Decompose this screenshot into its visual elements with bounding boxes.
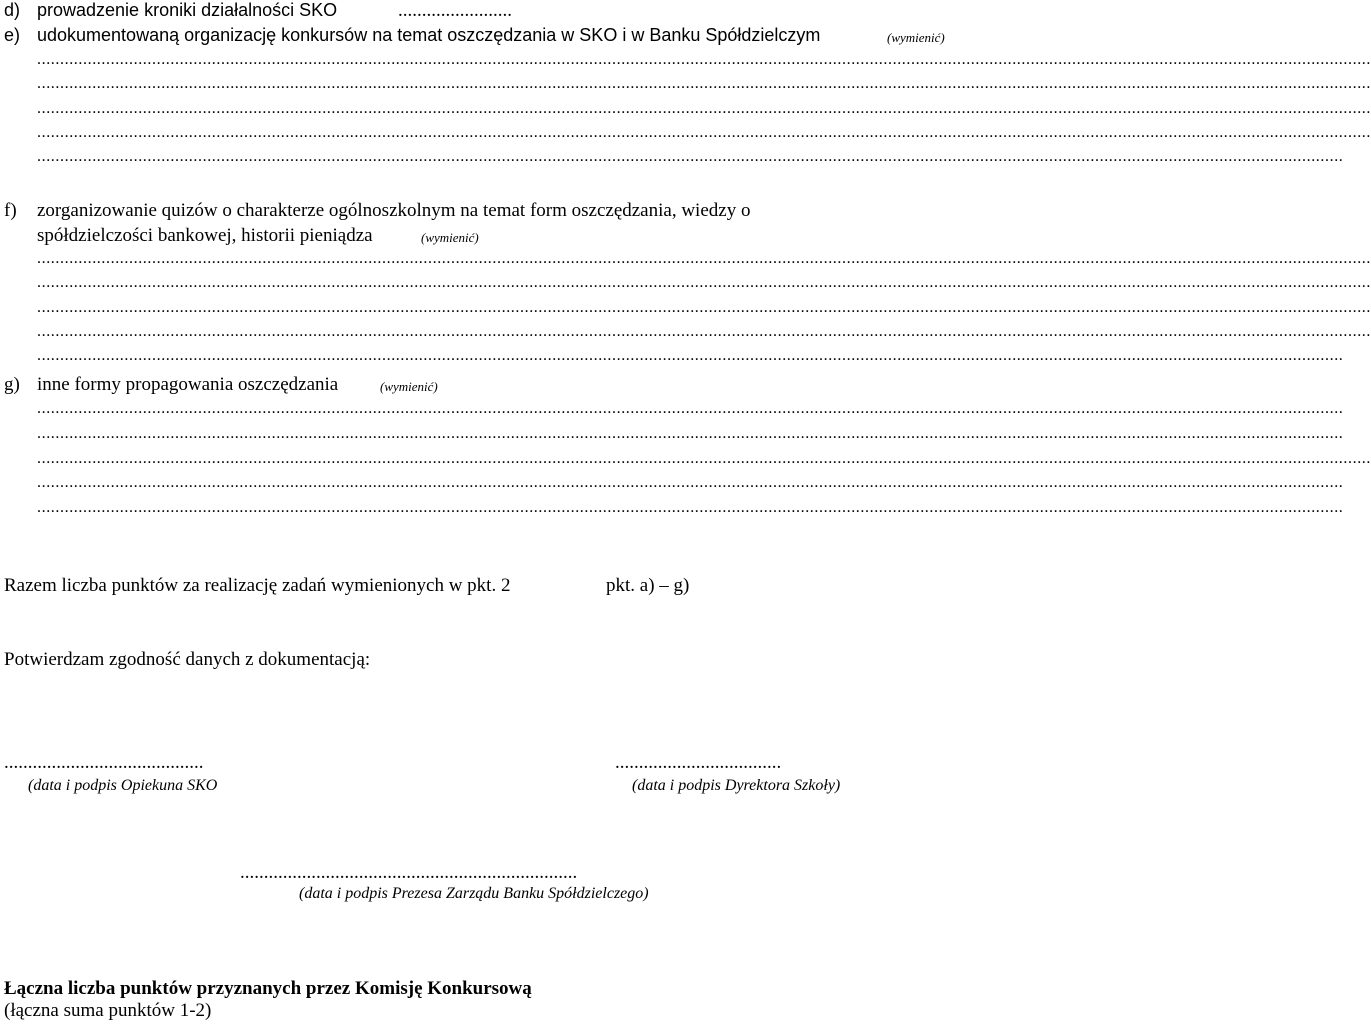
signature-caption-director: (data i podpis Dyrektora Szkoły) bbox=[632, 777, 841, 794]
dotted-line: .................................................................................................................................................................................................................................................................................................. bbox=[37, 250, 1371, 267]
total-points-label: Razem liczba punktów za realizację zadań wymienionych w pkt. 2 bbox=[4, 575, 511, 596]
dotted-line: ............................................................................................................................................................................................................................................................................................ bbox=[37, 400, 1344, 417]
item-f-text-line1: zorganizowanie quizów o charakterze ogólnoszkolnym na temat form oszczędzania, wiedzy o bbox=[37, 200, 751, 221]
dotted-line: .................................................................................................................................................................................................................................................................................................. bbox=[37, 299, 1371, 316]
item-d-text: prowadzenie kroniki działalności SKO bbox=[37, 0, 338, 20]
item-f-label: f) bbox=[4, 200, 17, 221]
total-committee-points: Łączna liczba punktów przyznanych przez Komisję Konkursową bbox=[4, 978, 532, 999]
signature-line-guardian: .......................................... bbox=[4, 752, 204, 773]
item-g-note: (wymienić) bbox=[380, 379, 438, 394]
signature-caption-guardian: (data i podpis Opiekuna SKO bbox=[28, 777, 218, 794]
item-f-note: (wymienić) bbox=[421, 230, 479, 245]
item-g-label: g) bbox=[4, 374, 20, 395]
dotted-line: .................................................................................................................................................................................................................................................................................................. bbox=[37, 450, 1371, 467]
signature-line-bank-president: ....................................................................... bbox=[240, 862, 578, 883]
item-e-text: udokumentowaną organizację konkursów na temat oszczędzania w SKO i w Banku Spółdzielczym bbox=[37, 25, 821, 45]
dotted-line: .................................................................................................................................................................................................................................................................................................. bbox=[37, 323, 1371, 340]
dotted-line: ............................................................................................................................................................................................................................................................................................ bbox=[37, 148, 1344, 165]
item-d-dots: ........................ bbox=[398, 0, 512, 21]
item-d-label: d) bbox=[4, 0, 21, 20]
item-e-label: e) bbox=[4, 25, 21, 45]
item-e-note: (wymienić) bbox=[887, 30, 945, 45]
dotted-line: ............................................................................................................................................................................................................................................................................................ bbox=[37, 425, 1344, 442]
dotted-line: .................................................................................................................................................................................................................................................................................................. bbox=[37, 274, 1371, 291]
dotted-line: .................................................................................................................................................................................................................................................................................................. bbox=[37, 124, 1371, 141]
item-f-text-line2: spółdzielczości bankowej, historii pieniądza bbox=[37, 225, 373, 246]
dotted-line: ............................................................................................................................................................................................................................................................................................ bbox=[37, 474, 1344, 491]
total-committee-note: (łączna suma punktów 1-2) bbox=[4, 1000, 212, 1021]
dotted-line: ............................................................................................................................................................................................................................................................................................ bbox=[37, 499, 1344, 516]
signature-caption-bank-president: (data i podpis Prezesa Zarządu Banku Spółdzielczego) bbox=[299, 885, 649, 902]
total-points-range: pkt. a) – g) bbox=[606, 575, 690, 596]
dotted-line: .................................................................................................................................................................................................................................................................................................. bbox=[37, 75, 1371, 92]
confirmation-statement: Potwierdzam zgodność danych z dokumentacją: bbox=[4, 649, 371, 670]
signature-line-director: ................................... bbox=[615, 752, 782, 773]
dotted-line: .................................................................................................................................................................................................................................................................................................. bbox=[37, 51, 1371, 68]
dotted-line: .................................................................................................................................................................................................................................................................................................. bbox=[37, 100, 1371, 117]
item-g-text: inne formy propagowania oszczędzania bbox=[37, 374, 339, 395]
dotted-line: ............................................................................................................................................................................................................................................................................................ bbox=[37, 347, 1344, 364]
